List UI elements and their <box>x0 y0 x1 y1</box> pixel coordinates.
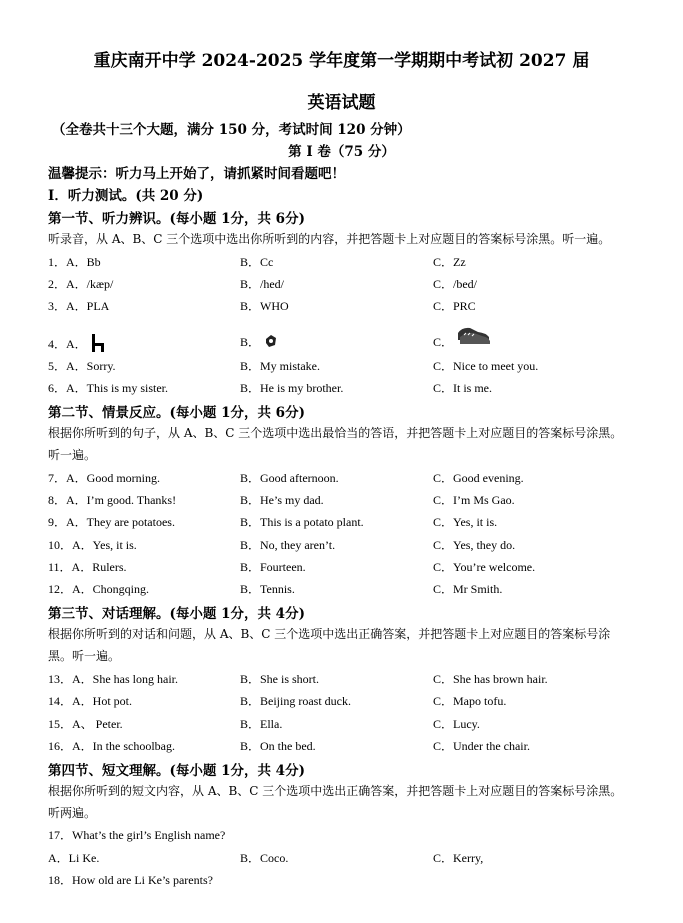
q4-option-b-label: B． <box>240 335 261 349</box>
q15-option-a: 15．A、 Peter. <box>48 717 123 731</box>
q12-option-a: 12．A．Chongqing. <box>48 582 150 596</box>
exam-info: （全卷共十三个大题，满分 150 分，考试时间 120 分钟） <box>52 122 411 138</box>
q5-option-c: C．Nice to meet you. <box>433 359 539 373</box>
q1-option-b: B．Cc <box>240 255 274 269</box>
q11-option-a: 11．A．Rulers. <box>48 560 127 574</box>
q17-option-b: B．Coco. <box>240 851 289 865</box>
q4-option-a <box>48 333 106 357</box>
q4-option-b <box>240 333 279 353</box>
q16-option-a: 16．A．In the schoolbag. <box>48 739 175 753</box>
q14-option-c: C．Mapo tofu. <box>433 694 507 708</box>
sec2-heading: 第二节、情景反应。(每小题 1分，共 6分) <box>48 405 305 421</box>
q14-option-a: 14．A．Hot pot. <box>48 694 133 708</box>
q6-option-b: B．He is my brother. <box>240 381 344 395</box>
pencil-sharpener-icon <box>263 333 279 353</box>
exam-subtitle: 英语试题 <box>307 93 376 113</box>
q8-option-b: B．He’s my dad. <box>240 493 324 507</box>
exam-title: 重庆南开中学 2024-2025 学年度第一学期期中考试初 2027 届 <box>93 51 590 71</box>
q7-option-a: 7．A．Good morning. <box>48 471 160 485</box>
sec4-instruction-2: 听两遍。 <box>48 806 97 820</box>
q13-option-c: C．She has brown hair. <box>433 672 548 686</box>
q4-option-c <box>433 333 492 350</box>
q8-option-c: C．I’m Ms Gao. <box>433 493 515 507</box>
q3-option-b: B．WHO <box>240 299 289 313</box>
q6-option-c: C．It is me. <box>433 381 492 395</box>
sec1-heading: 第一节、听力辨识。(每小题 1分，共 6分) <box>48 211 305 227</box>
q12-option-c: C．Mr Smith. <box>433 582 503 596</box>
q13-option-a: 13．A．She has long hair. <box>48 672 178 686</box>
q6-option-a: 6．A．This is my sister. <box>48 381 169 395</box>
q17-option-a: A．Li Ke. <box>48 851 100 865</box>
q5-option-b: B．My mistake. <box>240 359 320 373</box>
sec4-heading: 第四节、短文理解。(每小题 1分，共 4分) <box>48 763 305 779</box>
reminder: 温馨提示：听力马上开始了，请抓紧时间看题吧！ <box>48 166 345 182</box>
part1-heading: Ⅰ．听力测试。(共 20 分) <box>48 188 204 204</box>
q12-option-b: B．Tennis. <box>240 582 295 596</box>
q3-option-c: C．PRC <box>433 299 476 313</box>
sec3-instruction-2: 黑。听一遍。 <box>48 649 121 663</box>
q15-option-c: C．Lucy. <box>433 717 480 731</box>
q2-option-c: C．/bed/ <box>433 277 477 291</box>
sec2-instruction-1: 根据你所听到的句子，从 A、B、C 三个选项中选出最恰当的答语，并把答题卡上对应题目的答案标号涂黑。 <box>48 426 623 440</box>
q13-option-b: B．She is short. <box>240 672 320 686</box>
q7-option-c: C．Good evening. <box>433 471 524 485</box>
q9-option-c: C．Yes, it is. <box>433 515 498 529</box>
q18-question: 18．How old are Li Ke’s parents? <box>48 873 213 887</box>
q2-option-b: B．/hed/ <box>240 277 284 291</box>
q5-option-a: 5．A．Sorry. <box>48 359 116 373</box>
sec3-heading: 第三节、对话理解。(每小题 1分，共 4分) <box>48 606 305 622</box>
q10-option-a: 10．A．Yes, it is. <box>48 538 137 552</box>
sec2-instruction-2: 听一遍。 <box>48 448 97 462</box>
q7-option-b: B．Good afternoon. <box>240 471 339 485</box>
sec1-instruction: 听录音，从 A、B、C 三个选项中选出你所听到的内容，并把答题卡上对应题目的答案标号涂黑。听一遍。 <box>48 232 611 246</box>
q4-option-a-label: 4．A． <box>48 336 87 351</box>
volume-heading: 第 I 卷（75 分） <box>288 144 395 160</box>
q11-option-c: C．You’re welcome. <box>433 560 536 574</box>
q9-option-b: B．This is a potato plant. <box>240 515 364 529</box>
sec4-instruction-1: 根据你所听到的短文内容，从 A、B、C 三个选项中选出正确答案，并把答题卡上对应题目的答案标号涂黑。 <box>48 784 623 798</box>
q9-option-a: 9．A．They are potatoes. <box>48 515 175 529</box>
q11-option-b: B．Fourteen. <box>240 560 306 574</box>
q17-question: 17．What’s the girl’s English name? <box>48 828 226 842</box>
q1-option-a: 1．A．Bb <box>48 255 101 269</box>
sneakers-icon <box>456 323 492 349</box>
q8-option-a: 8．A．I’m good. Thanks! <box>48 493 177 507</box>
q16-option-b: B．On the bed. <box>240 739 316 753</box>
q4-option-c-label: C． <box>433 335 454 349</box>
q1-option-c: C．Zz <box>433 255 466 269</box>
q16-option-c: C．Under the chair. <box>433 739 530 753</box>
q10-option-b: B．No, they aren’t. <box>240 538 336 552</box>
q14-option-b: B．Beijing roast duck. <box>240 694 351 708</box>
q3-option-a: 3．A．PLA <box>48 299 110 313</box>
sec3-instruction-1: 根据你所听到的对话和问题，从 A、B、C 三个选项中选出正确答案，并把答题卡上对应题目的答案标号涂 <box>48 627 611 641</box>
q17-option-c: C．Kerry, <box>433 851 484 865</box>
chair-icon <box>90 333 106 357</box>
q10-option-c: C．Yes, they do. <box>433 538 516 552</box>
q15-option-b: B．Ella. <box>240 717 283 731</box>
q2-option-a: 2．A．/kæp/ <box>48 277 114 291</box>
